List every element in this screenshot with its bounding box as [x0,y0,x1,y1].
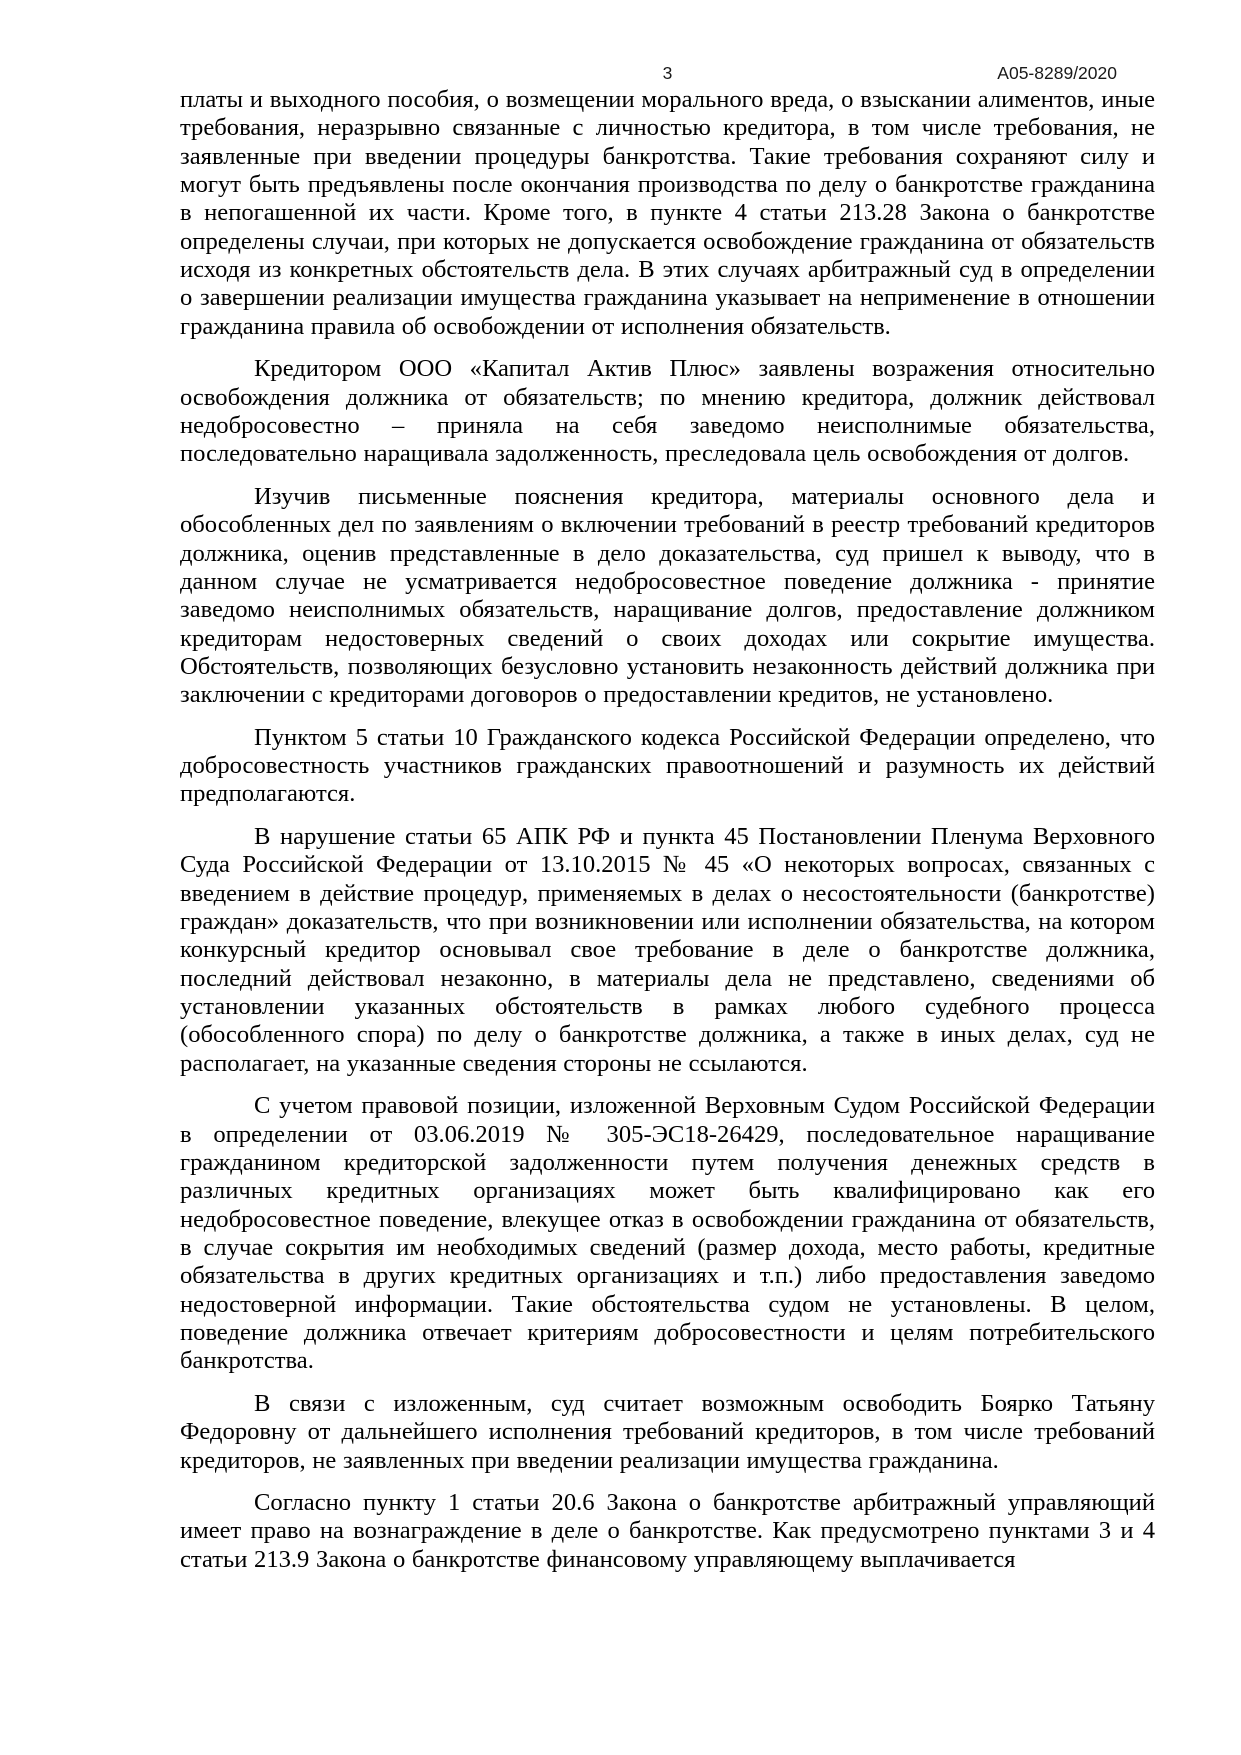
page-header [180,62,1155,86]
paragraph-supreme-court-position: С учетом правовой позиции, изложенной Верховным Судом Российской Федерации в определении от 03.06.2019 № 305-ЭС18-26429, последовательное наращивание гражданином кредиторской задолженности путем получения денежных средств в различных кредитных организациях может быть квалифицировано как его недобросовестное поведение, влекущее отказ в освобождении гражданина от обязательств, в случае сокрытия им необходимых сведений (размер дохода, место работы, кредитные обязательства в других кредитных организациях и т.п.) либо предоставления заведомо недостоверной информации. Такие обстоятельства судом не установлены. В целом, поведение должника отвечает критериям добросовестности и целям потребительского банкротства. [180,1092,1155,1375]
paragraph-civil-code-article-10: Пунктом 5 статьи 10 Гражданского кодекса Российской Федерации определено, что добросовестность участников гражданских правоотношений и разумность их действий предполагаются. [180,723,1155,808]
page-number: 3 [662,63,673,83]
document-body [180,86,1155,1588]
paragraph-manager-remuneration: Согласно пункту 1 статьи 20.6 Закона о банкротстве арбитражный управляющий имеет право на вознаграждение в деле о банкротстве. Как предусмотрено пунктами 3 и 4 статьи 213.9 Закона о банкротстве финансовому управляющему выплачивается [180,1489,1155,1573]
case-number: А05-8289/2020 [997,63,1117,83]
paragraph-apk-article-65: В нарушение статьи 65 АПК РФ и пункта 45 Постановлении Пленума Верховного Суда Российской Федерации от 13.10.2015 № 45 «О некоторых вопросах, связанных с введением в действие процедур, применяемых в делах о несостоятельности (банкротстве) граждан» доказательств, что при возникновении или исполнении обязательства, на котором конкурсный кредитор основывал свое требование в деле о банкротстве должника, последний действовал незаконно, в материалы дела не представлено, сведениями об установлении указанных обстоятельств в рамках любого судебного процесса (обособленного спора) по делу о банкротстве должника, а также в иных делах, суд не располагает, на указанные сведения стороны не ссылаются. [180,823,1155,1077]
paragraph-creditor-objections: Кредитором ООО «Капитал Актив Плюс» заявлены возражения относительно освобождения должника от обязательств; по мнению кредитора, должник действовал недобросовестно – приняла на себя заведомо неисполнимые обязательства, последовательно наращивала задолженность, преследовала цель освобождения от долгов. [180,355,1155,468]
paragraph-release-of-debtor: В связи с изложенным, суд считает возможным освободить Боярко Татьяну Федоровну от дальнейшего исполнения требований кредиторов, в том числе требований кредиторов, не заявленных при введении реализации имущества гражданина. [180,1389,1155,1474]
paragraph-court-conclusion-good-faith: Изучив письменные пояснения кредитора, материалы основного дела и обособленных дел по заявлениям о включении требований в реестр требований кредиторов должника, оценив представленные в дело доказательства, суд пришел к выводу, что в данном случае не усматривается недобросовестное поведение должника - принятие заведомо неисполнимых обязательств, наращивание долгов, предоставление должником кредиторам недостоверных сведений о своих доходах или сокрытие имущества. Обстоятельств, позволяющих безусловно установить незаконность действий должника при заключении с кредиторами договоров о предоставлении кредитов, не установлено. [180,482,1155,709]
paragraph-continuation-obligations: платы и выходного пособия, о возмещении морального вреда, о взыскании алиментов, иные требования, неразрывно связанные с личностью кредитора, в том числе требования, не заявленные при введении процедуры банкротства. Такие требования сохраняют силу и могут быть предъявлены после окончания производства по делу о банкротстве гражданина в непогашенной их части. Кроме того, в пункте 4 статьи 213.28 Закона о банкротстве определены случаи, при которых не допускается освобождение гражданина от обязательств исходя из конкретных обстоятельств дела. В этих случаях арбитражный суд в определении о завершении реализации имущества гражданина указывает на неприменение в отношении гражданина правила об освобождении от исполнения обязательств. [180,86,1155,340]
